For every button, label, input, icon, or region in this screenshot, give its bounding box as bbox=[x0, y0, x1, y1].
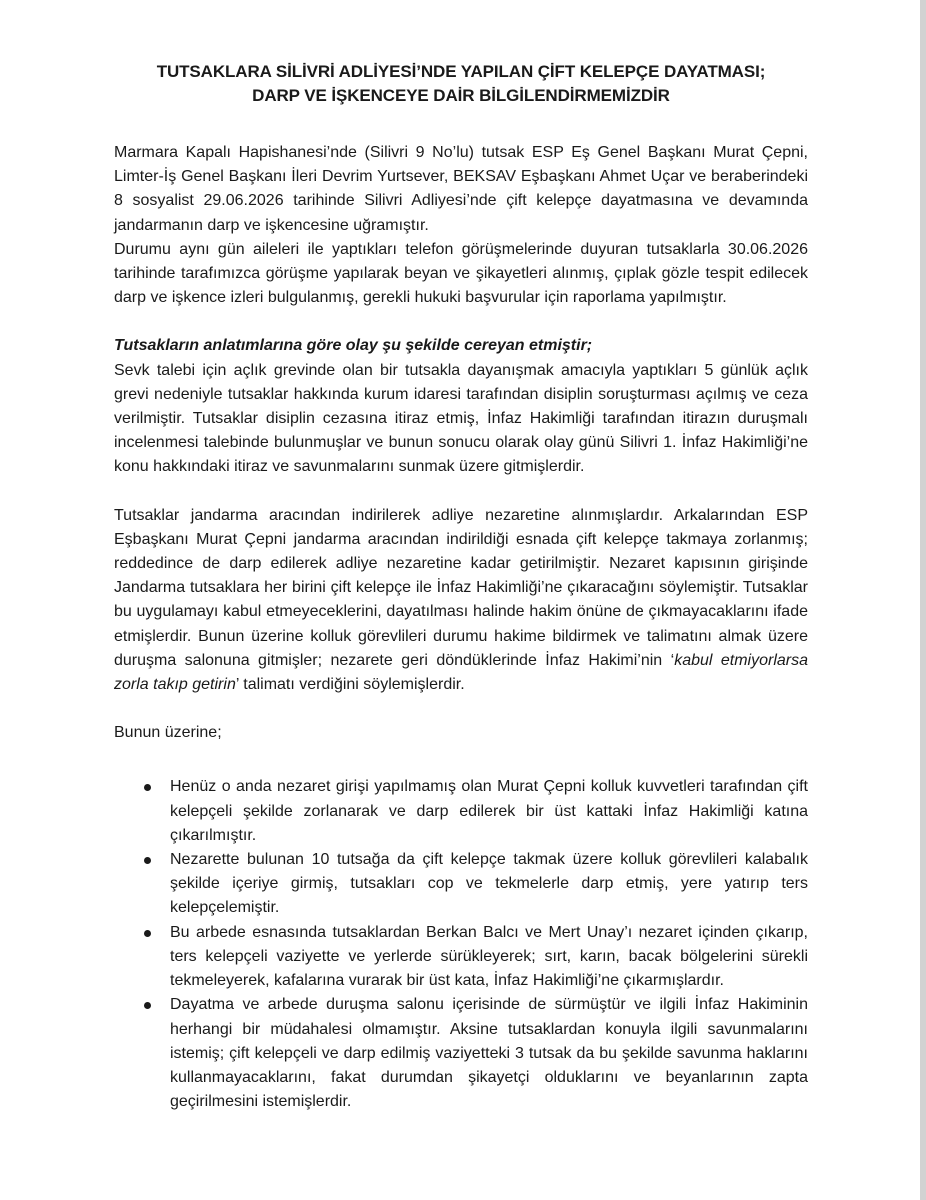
account-paragraph-2-text-b: ’ talimatı verdiğini söylemişlerdir. bbox=[235, 676, 465, 694]
title-line-2: DARP VE İŞKENCEYE DAİR BİLGİLENDİRMEMİZDİR bbox=[252, 86, 670, 105]
list-item-text: Nezarette bulunan 10 tutsağa da çift kelepçe takmak üzere kolluk görevlileri kalabalık şekilde içeriye girmiş, tutsakları cop ve tekmelerle darp etmiş, yere yatırıp ters kelepçelemiştir. bbox=[170, 851, 808, 917]
list-item-text: Dayatma ve arbede duruşma salonu içerisinde de sürmüştür ve ilgili İnfaz Hakiminin herhangi bir müdahalesi olmamıştır. Aksine tutsaklardan konuyla ilgili savunmalarını istemiş; çift kelepçeli ve darp edilmiş vaziyetteki 3 tutsak da bu şekilde savunma haklarını kullanmayacaklarını, fakat durumdan şikayetçi olduklarını ve beyanlarının zapta geçirilmesini istemişlerdir. bbox=[170, 996, 808, 1111]
account-paragraph-2 bbox=[114, 504, 808, 698]
list-item-text: Bu arbede esnasında tutsaklardan Berkan Balcı ve Mert Unay’ı nezaret içinden çıkarıp, ters kelepçeli vaziyette ve yerlerde sürükleyerek; sırt, karın, bacak bölgelerini sürekli tekmeleyerek, kafalarına vurarak bir üst kata, İnfaz Hakimliği’ne çıkarmışlardır. bbox=[170, 923, 808, 990]
bullet-icon bbox=[144, 1002, 151, 1009]
list-item bbox=[170, 921, 808, 994]
account-paragraph-2-text-a: Tutsaklar jandarma aracından indirilerek adliye nezaretine alınmışlardır. Arkalarından ESP Eşbaşkanı Murat Çepni jandarma aracından indirildiği esnada çift kelepçe takmaya zorlanmış; reddedince de darp edilerek adliye nezaretine kadar getirilmiştir. Nezaret kapısının girişinde Jandarma tutsaklara her birini çift kelepçe ile İnfaz Hakimliği’ne çıkaracağını söylemiştir. Tutsaklar bu uygulamayı kabul etmeyeceklerini, dayatılması halinde hakim önüne de çıkmayacaklarını ifade etmişlerdir. Bunun üzerine kolluk görevlileri durumu hakime bildirmek ve talimatını almak üzere duruşma salonuna gitmişler; nezarete geri döndüklerinde İnfaz Hakimi’nin ‘ bbox=[114, 506, 808, 669]
list-item bbox=[170, 993, 808, 1114]
intro-paragraph-2: Durumu aynı gün aileleri ile yaptıkları telefon görüşmelerinde duyuran tutsaklarla 30.06.2026 tarihinde tarafımızca görüşme yapılarak beyan ve şikayetleri alınmış, çıplak gözle tespit edilecek darp ve işkence izleri bulgulanmış, gerekli hukuki başvurular için raporlama yapılmıştır. bbox=[114, 240, 808, 307]
events-list bbox=[114, 775, 808, 1114]
title-line-1: TUTSAKLARA SİLİVRİ ADLİYESİ’NDE YAPILAN ÇİFT KELEPÇE DAYATMASI; bbox=[156, 62, 766, 81]
account-paragraph-1: Sevk talebi için açlık grevinde olan bir tutsakla dayanışmak amacıyla yaptıkları 5 günlük açlık grevi nedeniyle tutsaklar hakkında kurum idaresi tarafından disiplin soruşturması açılmış ve ceza verilmiştir. Tutsaklar disiplin cezasına itiraz etmiş, İnfaz Hakimliği tarafından itirazın duruşmalı incelenmesi talebinde bulunmuşlar ve bunun sonucu olarak olay günü Silivri 1. İnfaz Hakimliği’ne konu hakkındaki itiraz ve savunmalarını sunmak üzere gitmişlerdir. bbox=[114, 361, 808, 476]
list-item-text: Henüz o anda nezaret girişi yapılmamış olan Murat Çepni kolluk kuvvetleri tarafından çift kelepçeli şekilde zorlanarak ve darp edilerek bir üst kattaki İnfaz Hakimliği katına çıkarılmıştır. bbox=[170, 778, 808, 844]
page-edge bbox=[920, 0, 926, 1200]
list-item bbox=[170, 775, 808, 848]
bullet-icon bbox=[144, 857, 151, 864]
list-item bbox=[170, 848, 808, 921]
bunun-uzerine-line: Bunun üzerine; bbox=[114, 724, 222, 742]
document-title bbox=[114, 60, 808, 108]
account-subheading: Tutsakların anlatımlarına göre olay şu şekilde cereyan etmiştir; bbox=[114, 337, 593, 355]
bullet-icon bbox=[144, 930, 151, 937]
judge-instruction-quote: kabul etmiyorlarsa zorla takıp getirin bbox=[114, 651, 809, 694]
intro-paragraph-1: Marmara Kapalı Hapishanesi’nde (Silivri 9 No’lu) tutsak ESP Eş Genel Başkanı Murat Çepni, Limter-İş Genel Başkanı İleri Devrim Yurtsever, BEKSAV Eşbaşkanı Ahmet Uçar ve beraberindeki 8 sosyalist 29.06.2026 tarihinde Silivri Adliyesi’nde çift kelepçe dayatmasına ve devamında jandarmanın darp ve işkencesine uğramıştır. bbox=[114, 144, 808, 234]
bullet-icon bbox=[144, 784, 151, 791]
